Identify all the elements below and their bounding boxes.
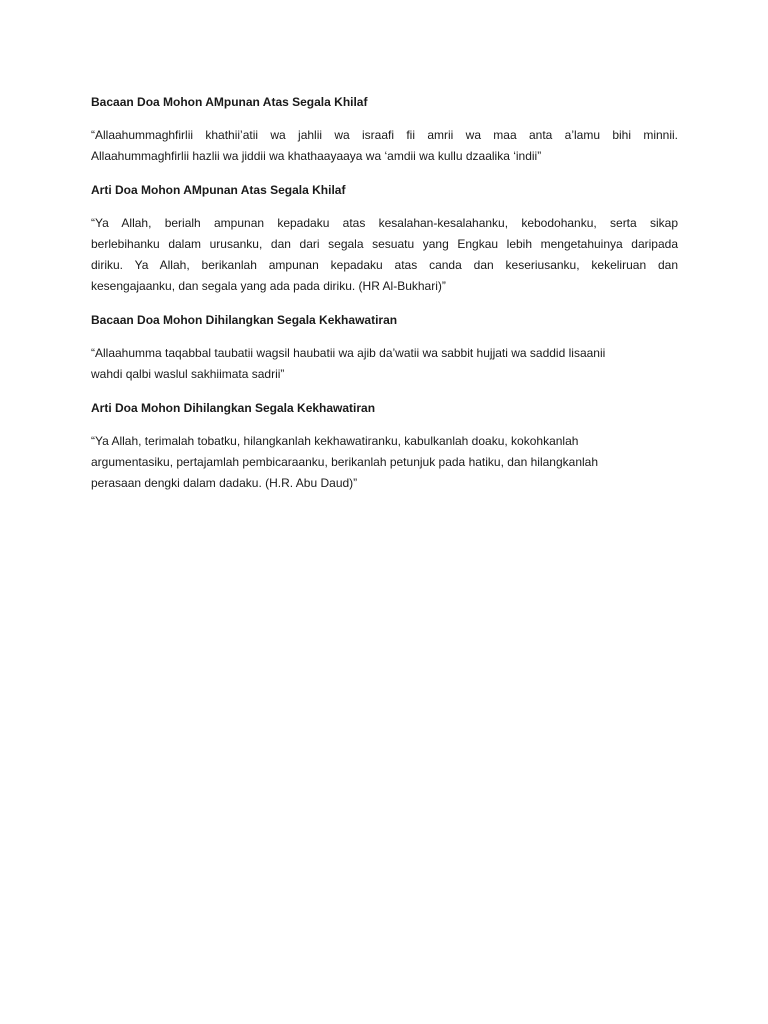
doa-text-arti-kekhawatiran — [91, 431, 678, 494]
text-line: “Allaahummaghfirlii khathii’atii wa jahlii wa israafi fii amrii wa maa anta a’lamu bihi minnii. — [91, 128, 678, 142]
doa-text-arti-ampunan — [91, 213, 678, 297]
section-heading-bacaan-ampunan: Bacaan Doa Mohon AMpunan Atas Segala Khilaf — [91, 95, 368, 109]
section-heading-bacaan-kekhawatiran: Bacaan Doa Mohon Dihilangkan Segala Kekhawatiran — [91, 313, 398, 327]
text-line: kesengajaanku, dan segala yang ada pada diriku. (HR Al-Bukhari)” — [91, 279, 446, 293]
text-line: “Allaahumma taqabbal taubatii wagsil haubatii wa ajib da’watii wa sabbit hujjati wa saddid lisaanii — [91, 346, 606, 360]
text-line: diriku. Ya Allah, berikanlah ampunan kepadaku atas canda dan keseriusanku, kekeliruan dan — [91, 258, 678, 272]
document-page — [91, 92, 678, 507]
text-line: berlebihanku dalam urusanku, dan dari segala sesuatu yang Engkau lebih mengetahuinya daripada — [91, 237, 678, 251]
section-heading-arti-ampunan: Arti Doa Mohon AMpunan Atas Segala Khilaf — [91, 183, 346, 197]
doa-text-bacaan-ampunan — [91, 125, 678, 167]
text-line: “Ya Allah, berialh ampunan kepadaku atas kesalahan-kesalahanku, kebodohanku, serta sikap — [91, 216, 678, 230]
text-line: Allaahummaghfirlii hazlii wa jiddii wa khathaayaaya wa ‘amdii wa kullu dzaalika ‘indii” — [91, 149, 542, 163]
text-line: wahdi qalbi waslul sakhiimata sadrii” — [91, 367, 285, 381]
text-line: argumentasiku, pertajamlah pembicaraanku, berikanlah petunjuk pada hatiku, dan hilangkanlah — [91, 455, 598, 469]
doa-text-bacaan-kekhawatiran — [91, 343, 678, 385]
text-line: “Ya Allah, terimalah tobatku, hilangkanlah kekhawatiranku, kabulkanlah doaku, kokohkanlah — [91, 434, 579, 448]
text-line: perasaan dengki dalam dadaku. (H.R. Abu Daud)” — [91, 476, 358, 490]
section-heading-arti-kekhawatiran: Arti Doa Mohon Dihilangkan Segala Kekhawatiran — [91, 401, 376, 415]
